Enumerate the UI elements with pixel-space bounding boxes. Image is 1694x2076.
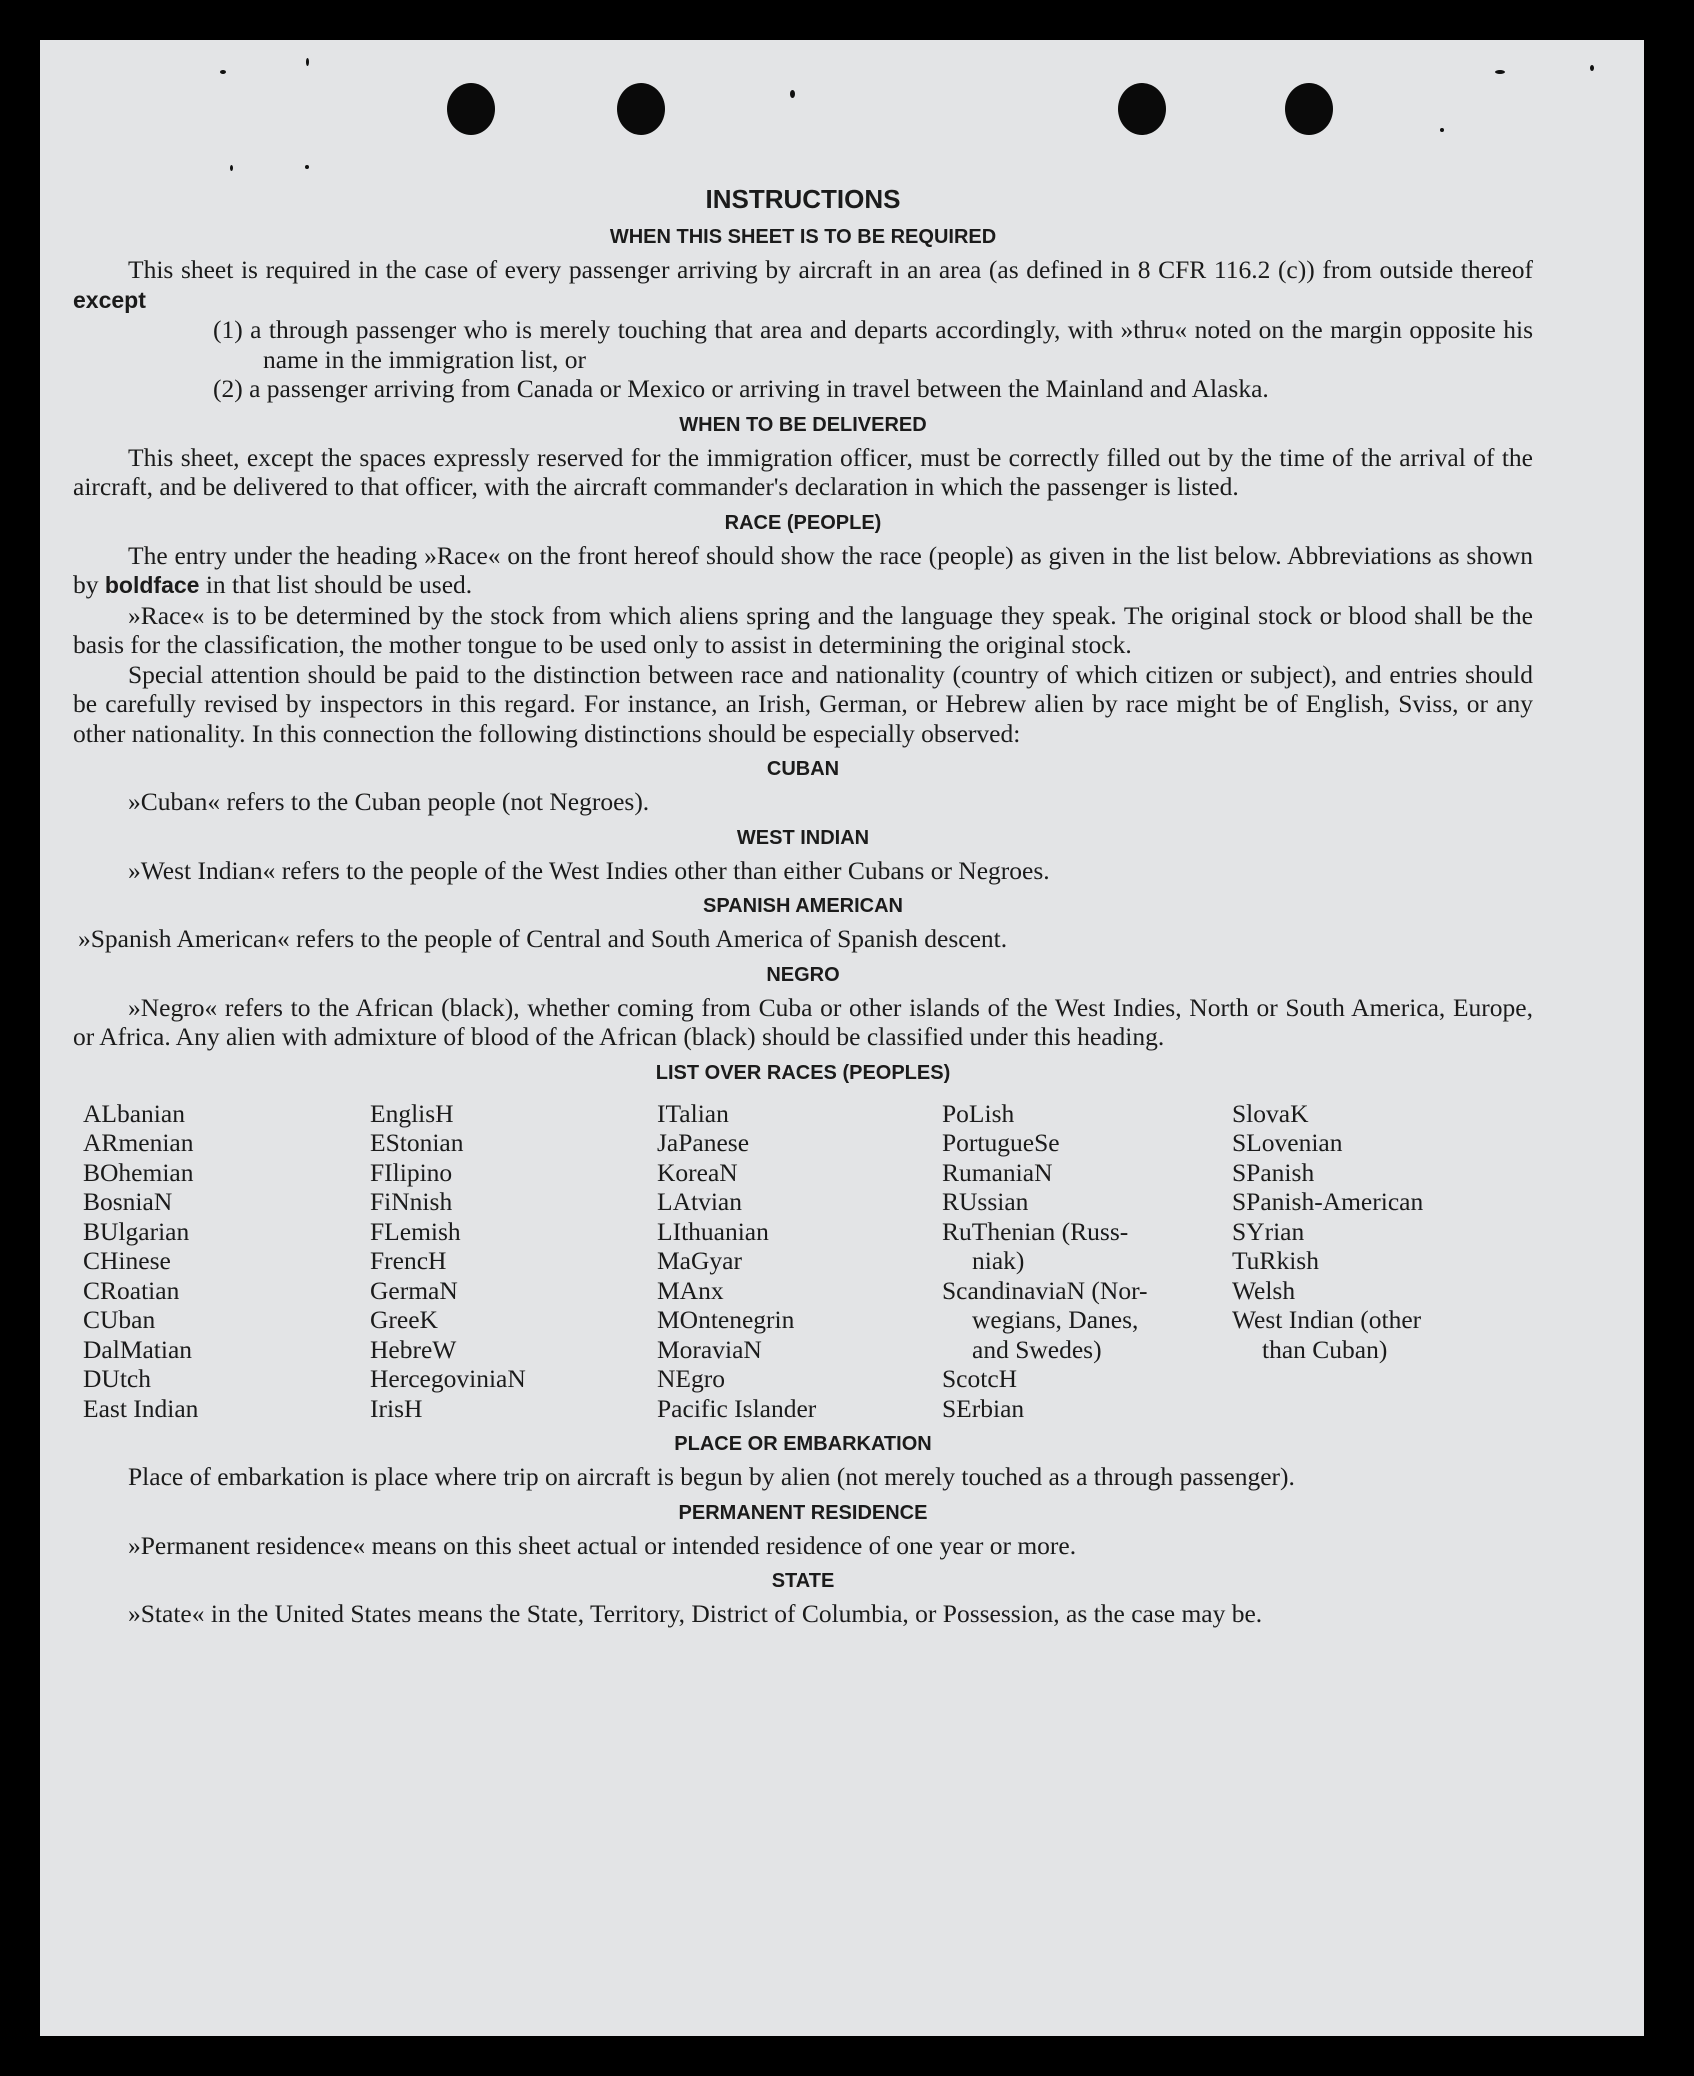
race-list-item: MAnx: [657, 1275, 724, 1305]
speck: [306, 58, 309, 66]
race-list-item: MOntenegrin: [657, 1305, 795, 1334]
race-list-item: RuThenian (Russ-: [942, 1216, 1129, 1246]
speck: [220, 70, 226, 74]
race-paragraph-1: The entry under the heading »Race« on the front hereof should show the race (people) as given in the list below. Abbreviations as shown by boldface in that list should be used.: [73, 540, 1533, 599]
race-list-item: niak): [972, 1246, 1025, 1275]
race-list-item: SPanish: [1232, 1157, 1315, 1187]
race-list-item: RumaniaN: [942, 1157, 1053, 1187]
race-list-item: GermaN: [370, 1275, 458, 1305]
punch-hole: [447, 83, 495, 135]
race-paragraph-2: »Race« is to be determined by the stock from which aliens spring and the language they speak. The original stock or blood shall be the basis for the classification, the mother tongue to be used only to assist in determining the original stock.: [73, 600, 1533, 659]
race-list-item: BosniaN: [83, 1187, 173, 1216]
race-list-item: CUban: [83, 1305, 156, 1334]
race-list-item: MoraviaN: [657, 1334, 762, 1364]
race-list-item: DalMatian: [83, 1334, 193, 1364]
race-list-item: BOhemian: [83, 1157, 194, 1187]
race-list-item: FLemish: [370, 1216, 461, 1246]
race-list: [83, 1099, 1533, 1424]
speck: [790, 90, 795, 98]
race-list-item: TuRkish: [1232, 1246, 1319, 1275]
race-list-item: PoLish: [942, 1098, 1015, 1128]
race-list-item: LAtvian: [657, 1187, 742, 1216]
race-list-item: than Cuban): [1262, 1334, 1388, 1364]
race-list-item: FIlipino: [370, 1157, 453, 1187]
west-indian-text: »West Indian« refers to the people of the West Indies other than either Cubans or Negroes.: [128, 855, 1050, 885]
race-list-item: DUtch: [83, 1364, 151, 1393]
heading-residence: PERMANENT RESIDENCE: [678, 1501, 928, 1524]
race-list-column: [657, 1099, 942, 1424]
race-list-item: FiNnish: [370, 1187, 453, 1216]
race-list-item: wegians, Danes,: [972, 1305, 1139, 1334]
race-list-item: BUlgarian: [83, 1216, 190, 1246]
race-list-item: SPanish-American: [1232, 1187, 1424, 1216]
race-list-item: LIthuanian: [657, 1216, 769, 1246]
race-list-column: [1232, 1099, 1522, 1424]
race-list-item: GreeK: [370, 1305, 438, 1334]
speck: [230, 165, 233, 171]
punch-hole: [1118, 83, 1166, 135]
race-list-item: East Indian: [83, 1393, 199, 1423]
speck: [1590, 65, 1594, 71]
race-list-item: NEgro: [657, 1364, 725, 1393]
race-list-item: FrencH: [370, 1246, 447, 1275]
race-list-column: [370, 1099, 657, 1424]
race-list-item: and Swedes): [972, 1334, 1102, 1364]
race-list-item: ARmenian: [83, 1128, 194, 1157]
race-list-item: CHinese: [83, 1246, 171, 1275]
page-title: INSTRUCTIONS: [705, 184, 901, 214]
race-list-item: CRoatian: [83, 1275, 180, 1305]
race-list-item: IrisH: [370, 1393, 423, 1423]
heading-race: RACE (PEOPLE): [724, 511, 882, 534]
document-page: [40, 40, 1644, 2036]
spanish-american-text: »Spanish American« refers to the people of Central and South America of Spanish descent.: [78, 924, 1008, 953]
embarkation-text: Place of embarkation is place where trip on aircraft is begun by alien (not merely touched as a through passenger).: [128, 1462, 1295, 1491]
instructions-body: [73, 182, 1533, 1629]
heading-embarkation: PLACE OR EMBARKATION: [674, 1433, 932, 1455]
race-list-column: [83, 1099, 370, 1424]
required-item-1: (1) a through passenger who is merely touching that area and departs accordingly, with »thru« noted on the margin opposite his name in the immigration list, or: [213, 315, 1533, 374]
race-list-item: Pacific Islander: [657, 1393, 817, 1423]
state-text: »State« in the United States means the State, Territory, District of Columbia, or Possession, as the case may be.: [128, 1599, 1263, 1628]
heading-negro: NEGRO: [766, 963, 840, 986]
race-list-item: ITalian: [657, 1098, 729, 1128]
race-list-item: SlovaK: [1232, 1098, 1309, 1128]
race-list-item: ALbanian: [83, 1098, 185, 1128]
residence-text: »Permanent residence« means on this sheet actual or intended residence of one year or more.: [128, 1530, 1077, 1560]
race-list-item: SLovenian: [1232, 1128, 1343, 1157]
race-list-item: JaPanese: [657, 1128, 750, 1157]
race-list-item: HebreW: [370, 1334, 457, 1364]
heading-race-list: LIST OVER RACES (PEOPLES): [655, 1061, 951, 1084]
delivered-text: This sheet, except the spaces expressly reserved for the immigration officer, must be correctly filled out by the time of the arrival of the aircraft, and be delivered to that officer, with the aircraft commander's declaration in which the passenger is listed.: [73, 442, 1533, 501]
race-list-item: EnglisH: [370, 1098, 454, 1128]
heading-cuban: CUBAN: [766, 758, 840, 780]
race-list-item: HercegoviniaN: [370, 1364, 526, 1393]
speck: [1495, 70, 1505, 74]
negro-text: »Negro« refers to the African (black), whether coming from Cuba or other islands of the West Indies, North or South America, Europe, or Africa. Any alien with admixture of blood of the African (black) should be classified under this heading.: [73, 992, 1533, 1051]
heading-delivered: WHEN TO BE DELIVERED: [679, 413, 927, 436]
heading-required: WHEN THIS SHEET IS TO BE REQUIRED: [609, 226, 997, 248]
race-list-column: [942, 1099, 1232, 1424]
speck: [305, 165, 309, 169]
race-list-item: ScandinaviaN (Nor-: [942, 1275, 1148, 1305]
race-list-item: PortugueSe: [942, 1128, 1060, 1157]
cuban-text: »Cuban« refers to the Cuban people (not Negroes).: [128, 787, 650, 816]
race-list-item: EStonian: [370, 1128, 464, 1157]
race-list-item: SErbian: [942, 1393, 1025, 1423]
required-item-2: (2) a passenger arriving from Canada or Mexico or arriving in travel between the Mainland and Alaska.: [213, 374, 1269, 403]
heading-spanish-american: SPANISH AMERICAN: [702, 895, 903, 917]
race-list-item: KoreaN: [657, 1157, 738, 1187]
punch-hole: [617, 83, 665, 135]
race-list-item: MaGyar: [657, 1246, 742, 1275]
heading-west-indian: WEST INDIAN: [736, 826, 870, 849]
required-intro: This sheet is required in the case of every passenger arriving by aircraft in an area (as defined in 8 CFR 116.2 (c)) from outside thereof except: [73, 255, 1533, 313]
punch-hole: [1285, 83, 1333, 135]
heading-state: STATE: [771, 1570, 835, 1592]
race-list-item: ScotcH: [942, 1364, 1018, 1393]
race-list-item: SYrian: [1232, 1216, 1305, 1246]
race-list-item: Welsh: [1232, 1275, 1296, 1305]
race-list-item: West Indian (other: [1232, 1305, 1422, 1334]
race-list-item: RUssian: [942, 1187, 1029, 1216]
speck: [1440, 128, 1444, 132]
race-paragraph-3: Special attention should be paid to the distinction between race and nationality (country of which citizen or subject), and entries should be carefully revised by inspectors in this regard. For instance, an Irish, German, or Hebrew alien by race might be of English, Sviss, or any other nationality. In this connection the following distinctions should be especially observed:: [73, 659, 1533, 748]
